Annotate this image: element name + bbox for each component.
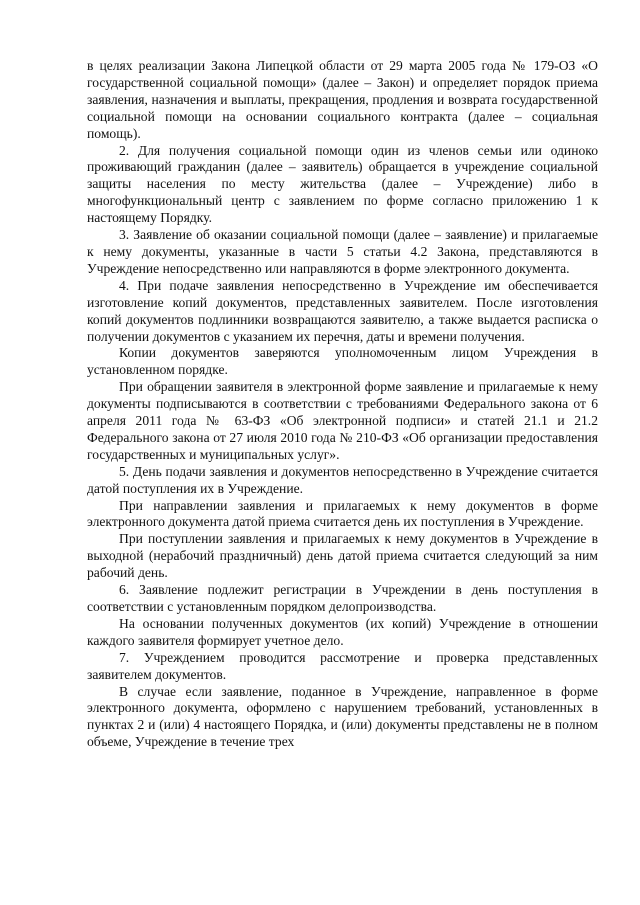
paragraph-item-2: 2. Для получения социальной помощи один из членов семьи или одиноко проживающий гражданин (далее – заявитель) обращается в учреждение социальной защиты населения по месту жительства (далее – Учреждение) либо в многофункциональный центр с заявлением по форме согласно приложению 1 к настоящему Порядку. (87, 142, 598, 226)
document-page (87, 58, 598, 751)
paragraph-violation-case: В случае если заявление, поданное в Учреждение, направленное в форме электронного документа, оформлено с нарушением требований, установленных в пунктах 2 и (или) 4 настоящего Порядка, и (или) документы представлены не в полном объеме, Учреждение в течение трех (87, 683, 598, 750)
paragraph-intro-continuation: в целях реализации Закона Липецкой области от 29 марта 2005 года № 179-ОЗ «О государственной социальной помощи» (далее – Закон) и определяет порядок приема заявления, назначения и выплаты, прекращения, продления и возврата государственной социальной помощи на основании социального контракта (далее – социальная помощь). (87, 58, 598, 141)
paragraph-item-7: 7. Учреждением проводится рассмотрение и проверка представленных заявителем документов. (87, 649, 598, 682)
paragraph-electronic-receipt-date: При направлении заявления и прилагаемых к нему документов в форме электронного документа датой приема считается день их поступления в Учреждение. (87, 497, 598, 530)
paragraph-holiday-receipt-date: При поступлении заявления и прилагаемых к нему документов в Учреждение в выходной (нерабочий праздничный) день датой приема считается следующий за ним рабочий день. (87, 531, 598, 581)
paragraph-item-5: 5. День подачи заявления и документов непосредственно в Учреждение считается датой поступления их в Учреждение. (87, 463, 598, 496)
paragraph-case-file: На основании полученных документов (их копий) Учреждение в отношении каждого заявителя формирует учетное дело. (87, 615, 598, 648)
paragraph-copies-certified: Копии документов заверяются уполномоченным лицом Учреждения в установленном порядке. (87, 345, 598, 378)
paragraph-item-4: 4. При подаче заявления непосредственно в Учреждение им обеспечивается изготовление копий документов, представленных заявителем. После изготовления копий документов подлинники возвращаются заявителю, а также выдается расписка о получении документов с указанием их перечня, даты и времени получения. (87, 277, 598, 344)
paragraph-item-6: 6. Заявление подлежит регистрации в Учреждении в день поступления в соответствии с установленным порядком делопроизводства. (87, 582, 598, 614)
paragraph-item-3: 3. Заявление об оказании социальной помощи (далее – заявление) и прилагаемые к нему документы, указанные в части 5 статьи 4.2 Закона, представляются в Учреждение непосредственно или направляются в форме электронного документа. (87, 227, 598, 276)
paragraph-electronic-submission: При обращении заявителя в электронной форме заявление и прилагаемые к нему документы подписываются в соответствии с требованиями Федерального закона от 6 апреля 2011 года № 63-ФЗ «Об электронной подписи» и статей 21.1 и 21.2 Федерального закона от 27 июля 2010 года № 210-ФЗ «Об организации предоставления государственных и муниципальных услуг». (87, 379, 598, 462)
